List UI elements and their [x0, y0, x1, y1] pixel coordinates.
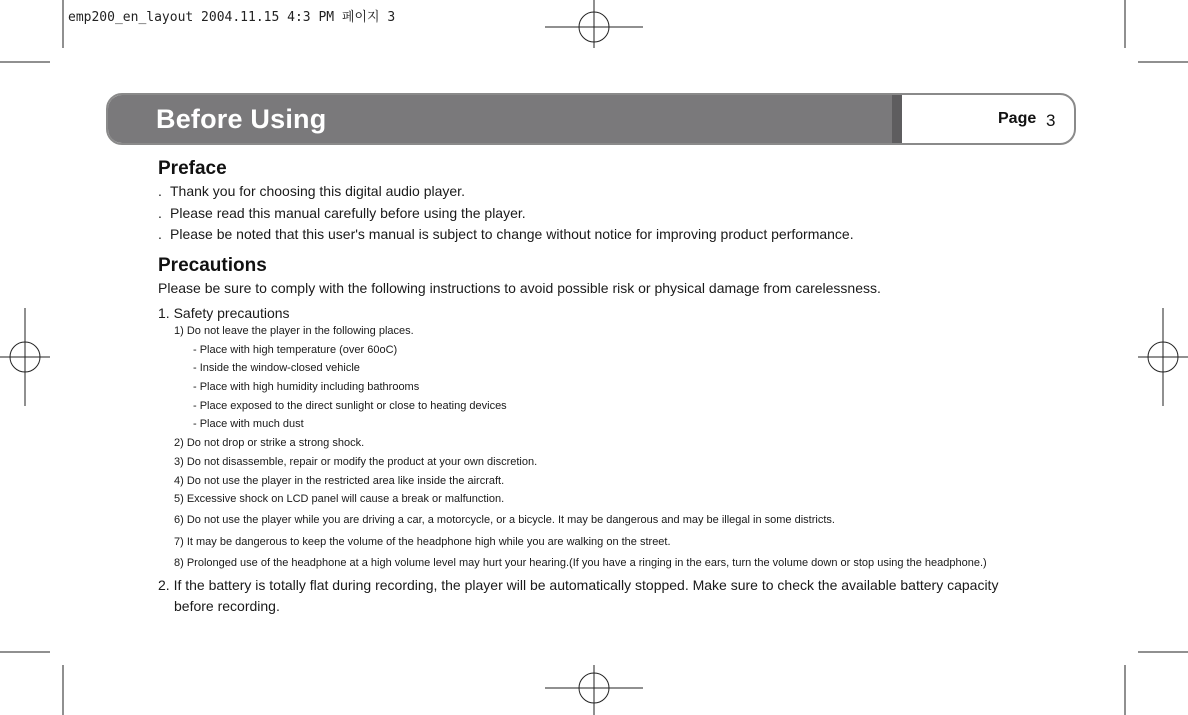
registration-mark-top — [545, 0, 643, 48]
header-divider — [892, 95, 902, 143]
preface-item: Please be noted that this user's manual is subject to change without notice for improving product performance. — [170, 226, 854, 242]
rule-item: 4) Do not use the player in the restricted area like inside the aircraft. — [174, 475, 505, 487]
battery-note: 2. If the battery is totally flat during recording, the player will be automatically stopped. Make sure to check the available battery capacity — [158, 577, 999, 593]
registration-mark-right — [1138, 308, 1188, 406]
rule-item: 2) Do not drop or strike a strong shock. — [174, 437, 365, 449]
section-header — [106, 93, 1076, 145]
rule-item: 8) Prolonged use of the headphone at a high volume level may hurt your hearing.(If you have a ringing in the ears, turn the volume down or stop using the headphone.) — [174, 557, 987, 569]
page-number: 3 — [1046, 111, 1056, 130]
place-item: - Place with high humidity including bathrooms — [193, 381, 420, 393]
preface-item: Please read this manual carefully before using the player. — [170, 205, 526, 221]
registration-mark-left — [0, 308, 50, 406]
preface-bullet: . — [158, 205, 162, 221]
preface-bullet: . — [158, 183, 162, 199]
place-item: - Place with high temperature (over 60oC) — [193, 344, 398, 356]
page-title: Before Using — [156, 104, 327, 134]
registration-mark-bottom — [545, 665, 643, 715]
precautions-intro: Please be sure to comply with the following instructions to avoid possible risk or physical damage from carelessness. — [158, 280, 881, 296]
precautions-heading: Precautions — [158, 255, 267, 276]
place-item: - Place exposed to the direct sunlight or close to heating devices — [193, 400, 507, 412]
place-item: - Place with much dust — [193, 418, 304, 430]
preface-item: Thank you for choosing this digital audio player. — [170, 183, 465, 199]
preface-bullet: . — [158, 226, 162, 242]
rule-item: 5) Excessive shock on LCD panel will cause a break or malfunction. — [174, 493, 505, 505]
place-item: - Inside the window-closed vehicle — [193, 362, 360, 374]
rule-item: 7) It may be dangerous to keep the volume of the headphone high while you are walking on the street. — [174, 536, 671, 548]
preface-heading: Preface — [158, 158, 227, 179]
rule-item: 1) Do not leave the player in the following places. — [174, 325, 414, 337]
battery-note-continued: before recording. — [174, 598, 280, 614]
rule-item: 6) Do not use the player while you are driving a car, a motorcycle, or a bicycle. It may be dangerous and may be illegal in some districts. — [174, 514, 835, 526]
safety-precautions-title: 1. Safety precautions — [158, 305, 290, 321]
rule-item: 3) Do not disassemble, repair or modify the product at your own discretion. — [174, 456, 538, 468]
print-slug: emp200_en_layout 2004.11.15 4:3 PM 페이지 3 — [68, 10, 396, 25]
page-label: Page — [998, 110, 1037, 127]
